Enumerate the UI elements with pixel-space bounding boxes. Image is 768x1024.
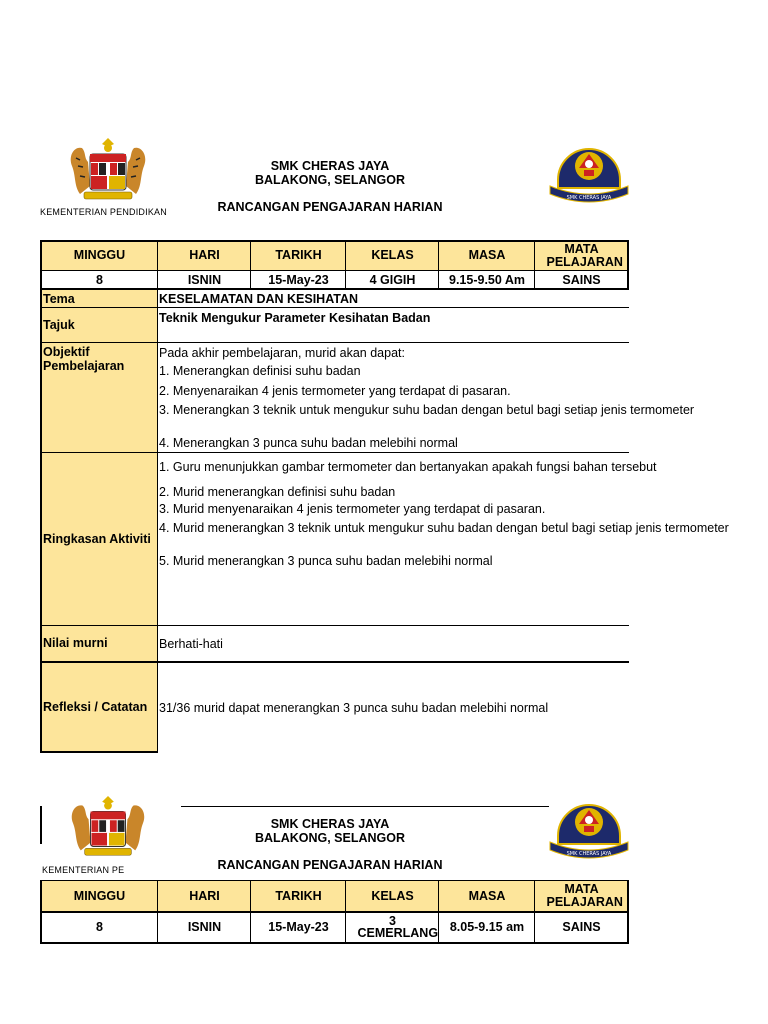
- value-tarikh: 15-May-23: [251, 271, 346, 289]
- nilai-value: Berhati-hati: [159, 637, 223, 651]
- header-masa: MASA: [439, 240, 535, 271]
- value-hari: ISNIN: [158, 912, 251, 942]
- svg-text:SMK CHERAS JAYA: SMK CHERAS JAYA: [566, 195, 612, 201]
- label-nilai: Nilai murni: [41, 625, 158, 662]
- value-minggu: 8: [41, 912, 158, 942]
- aktiviti-line: 4. Murid menerangkan 3 teknik untuk mengukur suhu badan dengan betul bagi setiap jenis termometer: [159, 521, 729, 535]
- objektif-line: 1. Menerangkan definisi suhu badan: [159, 364, 361, 378]
- svg-text:SMK CHERAS JAYA: SMK CHERAS JAYA: [566, 851, 612, 857]
- section-2-top-rule: [181, 806, 549, 807]
- objektif-line: 2. Menyenaraikan 4 jenis termometer yang terdapat di pasaran.: [159, 384, 511, 398]
- objektif-line: 3. Menerangkan 3 teknik untuk mengukur suhu badan dengan betul bagi setiap jenis termometer: [159, 403, 695, 417]
- value-tarikh: 15-May-23: [251, 912, 346, 942]
- header-mata-pelajaran: [535, 240, 628, 271]
- label-tema: Tema: [41, 290, 158, 308]
- ministry-label: KEMENTERIAN PE: [42, 865, 125, 875]
- objektif-line: Pada akhir pembelajaran, murid akan dapat:: [159, 346, 405, 360]
- label-objektif-line-1: Objektif: [43, 345, 90, 359]
- value-kelas-label: 3 CEMERLANG: [357, 914, 439, 940]
- aktiviti-line: 5. Murid menerangkan 3 punca suhu badan melebihi normal: [159, 554, 493, 568]
- label-objektif-line-2: Pembelajaran: [43, 359, 125, 373]
- section-2-left-rule: [40, 806, 42, 844]
- label-objektif: [41, 343, 158, 453]
- value-kelas: [346, 912, 439, 942]
- header-tarikh: TARIKH: [251, 881, 346, 911]
- school-badge-icon: [546, 792, 632, 864]
- aktiviti-line: 1. Guru menunjukkan gambar termometer dan bertanyakan apakah fungsi bahan tersebut: [159, 460, 657, 474]
- refleksi-value: 31/36 murid dapat menerangkan 3 punca suhu badan melebihi normal: [159, 701, 549, 715]
- objektif-line: 4. Menerangkan 3 punca suhu badan melebihi normal: [159, 436, 458, 450]
- label-tajuk: Tajuk: [41, 308, 158, 343]
- value-kelas: 4 GIGIH: [346, 271, 439, 289]
- header-minggu: MINGGU: [41, 240, 158, 271]
- header-kelas: KELAS: [346, 881, 439, 911]
- header-mata-pelajaran: [535, 881, 628, 911]
- tajuk-value: Teknik Mengukur Parameter Kesihatan Badan: [159, 311, 431, 325]
- header-tarikh: TARIKH: [251, 240, 346, 271]
- value-masa: 9.15-9.50 Am: [439, 271, 535, 289]
- malaysia-coat-of-arms-icon: [62, 136, 154, 208]
- value-hari: ISNIN: [158, 271, 251, 289]
- school-name: SMK CHERAS JAYA: [270, 817, 390, 831]
- value-mata-pelajaran: SAINS: [535, 912, 628, 942]
- aktiviti-line: 2. Murid menerangkan definisi suhu badan: [159, 485, 396, 499]
- tema-value: KESELAMATAN DAN KESIHATAN: [159, 292, 359, 306]
- header-masa: MASA: [439, 881, 535, 911]
- ministry-label: KEMENTERIAN PENDIDIKAN: [40, 207, 167, 217]
- value-masa: 8.05-9.15 am: [439, 912, 535, 942]
- value-mata-pelajaran: SAINS: [535, 271, 628, 289]
- school-name: SMK CHERAS JAYA: [270, 159, 390, 173]
- header-kelas: KELAS: [346, 240, 439, 271]
- school-location: BALAKONG, SELANGOR: [255, 831, 405, 845]
- header-mata-pelajaran-label: MATA PELAJARAN: [546, 241, 623, 269]
- label-refleksi: Refleksi / Catatan: [41, 662, 158, 752]
- header-hari: HARI: [158, 240, 251, 271]
- header-mata-pelajaran-label: MATA PELAJARAN: [546, 882, 623, 909]
- school-badge-icon: [546, 136, 632, 208]
- school-location: BALAKONG, SELANGOR: [255, 173, 405, 187]
- malaysia-coat-of-arms-icon: [62, 794, 154, 864]
- header-minggu: MINGGU: [41, 881, 158, 911]
- plan-title: RANCANGAN PENGAJARAN HARIAN: [217, 858, 443, 872]
- plan-title: RANCANGAN PENGAJARAN HARIAN: [217, 200, 443, 214]
- aktiviti-line: 3. Murid menyenaraikan 4 jenis termometer yang terdapat di pasaran.: [159, 502, 546, 516]
- label-aktiviti: Ringkasan Aktiviti: [41, 453, 158, 625]
- header-hari: HARI: [158, 881, 251, 911]
- value-minggu: 8: [41, 271, 158, 289]
